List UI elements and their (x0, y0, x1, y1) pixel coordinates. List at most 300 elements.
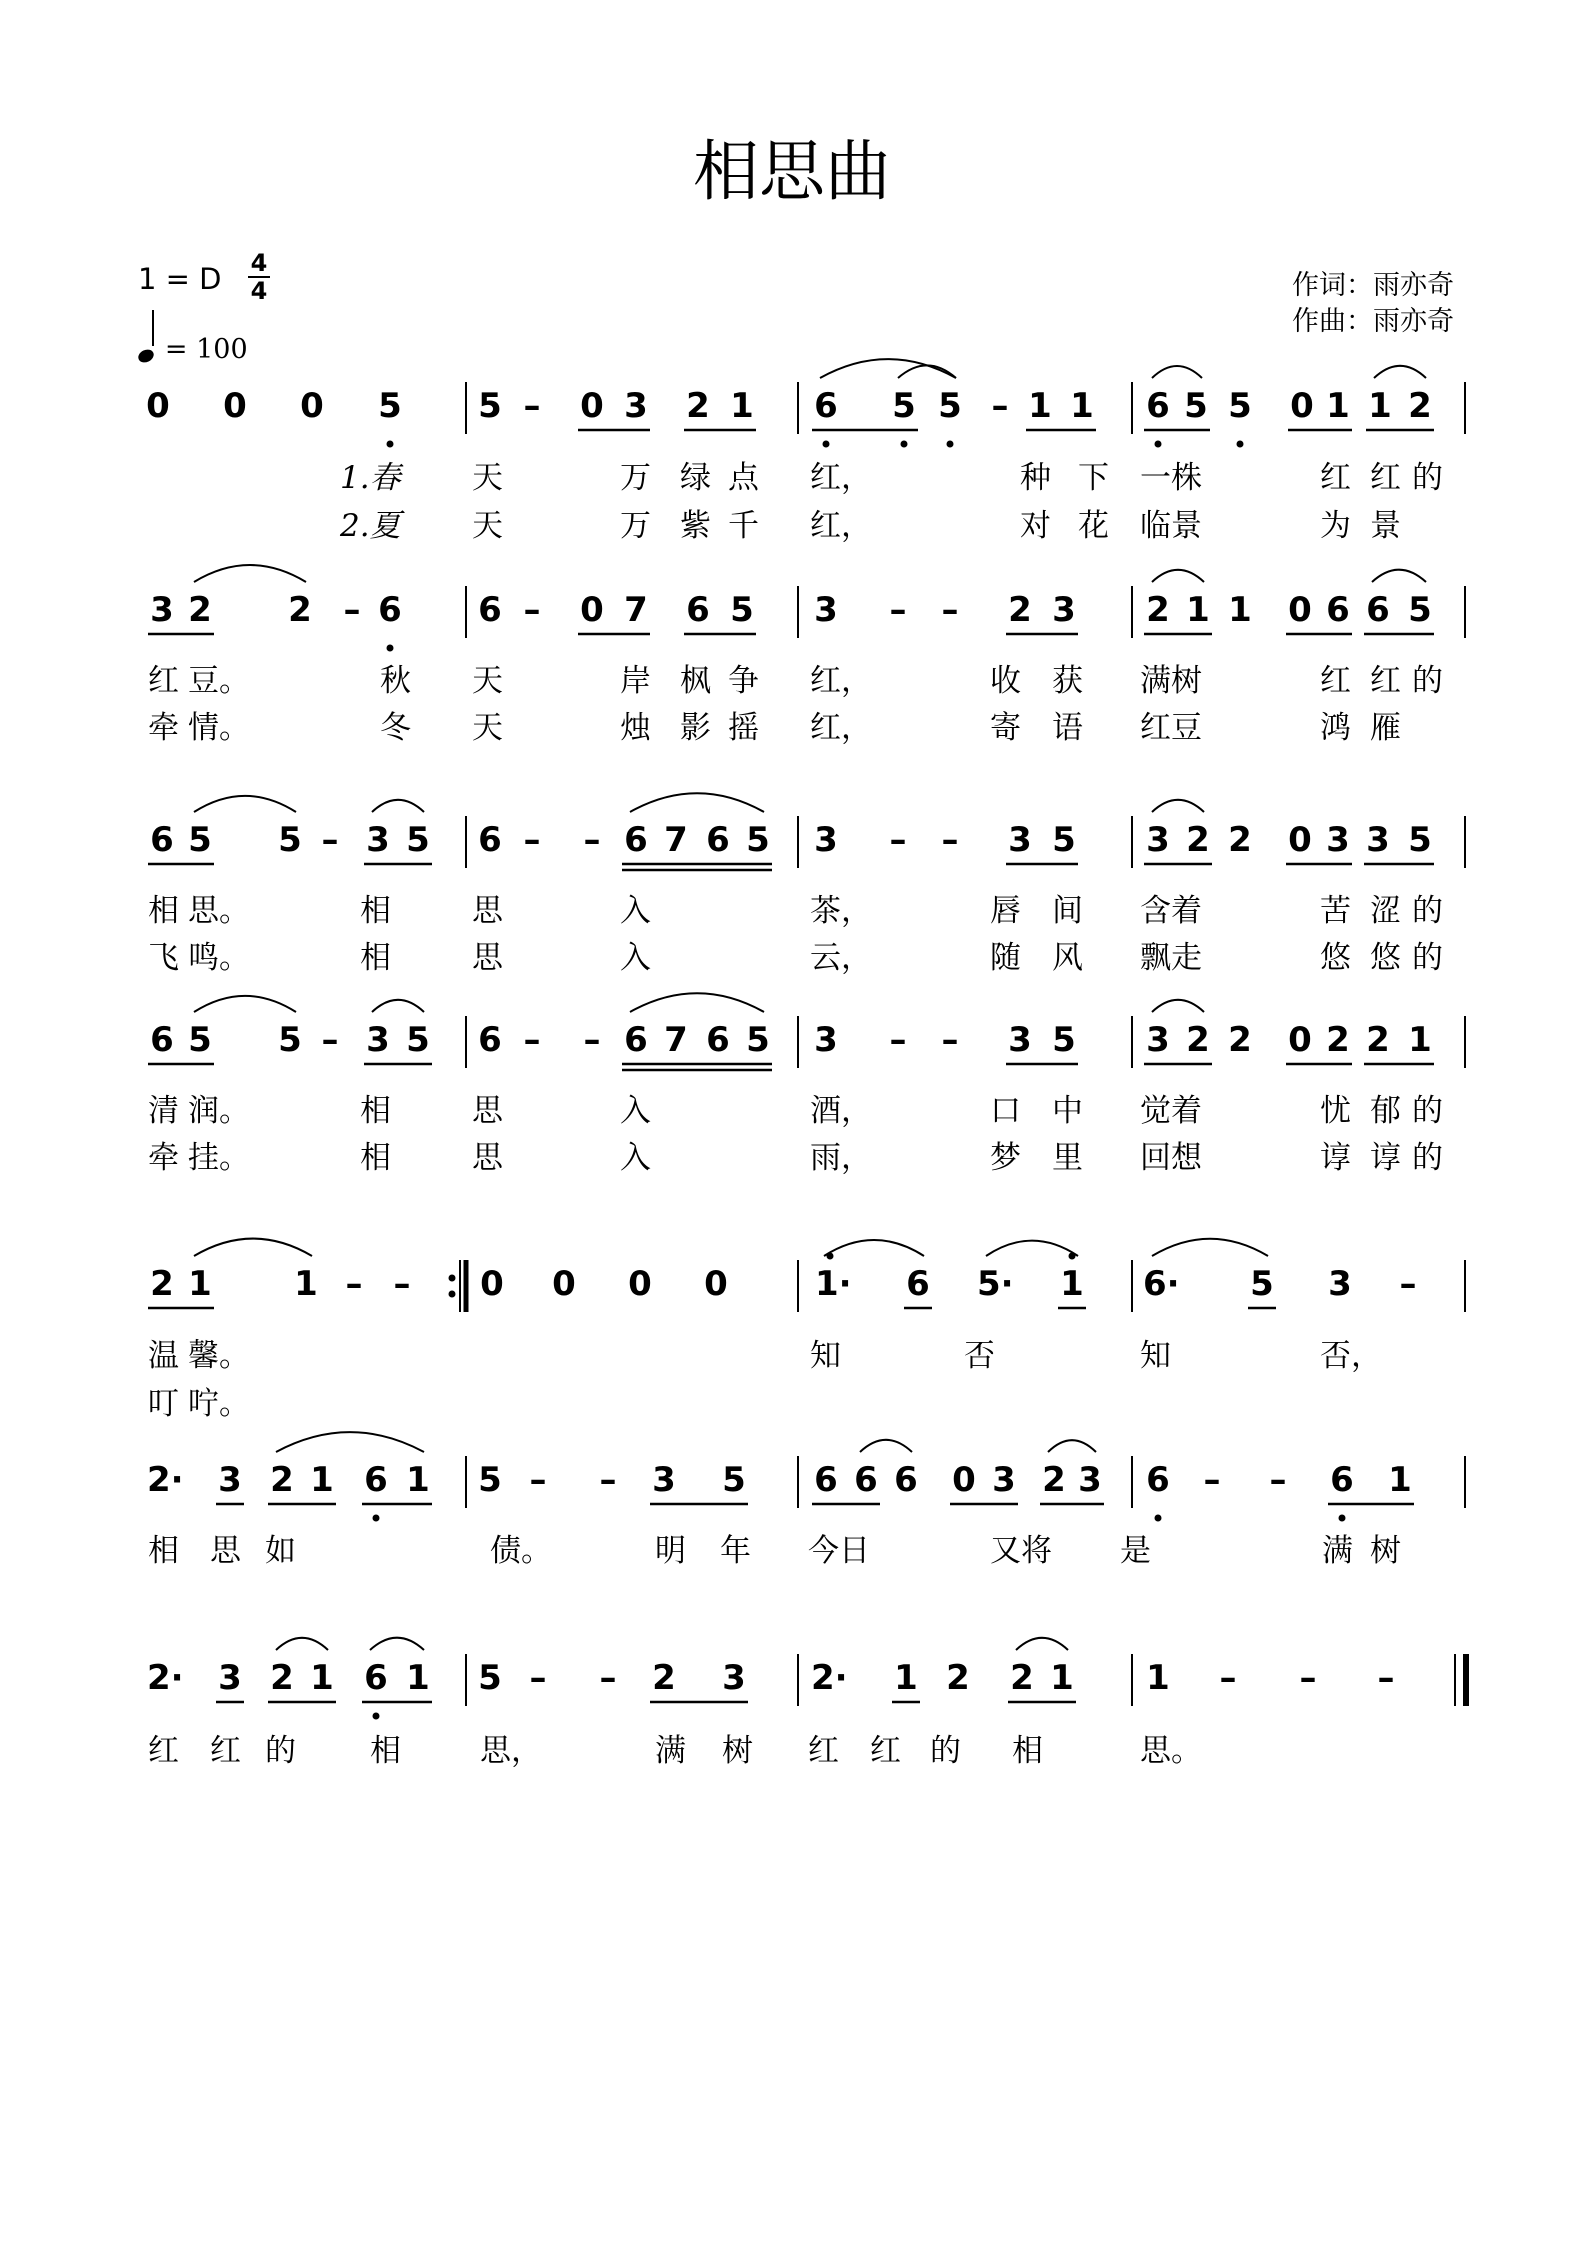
note: 1 (1060, 1264, 1084, 1304)
note: 6 (894, 1460, 918, 1500)
lyric-syllable: 相 (148, 893, 179, 929)
octave-dot-below (1237, 441, 1244, 448)
note: 5 (188, 1020, 212, 1060)
lyric-syllable: 相 (360, 1093, 391, 1129)
note: – (889, 1020, 907, 1060)
note: 2 (946, 1658, 970, 1698)
octave-dot-below (823, 441, 830, 448)
note: – (1269, 1460, 1287, 1500)
lyric-syllable: 的 (1412, 1140, 1443, 1176)
note: 3 (1146, 820, 1170, 860)
note: 2 (1186, 820, 1210, 860)
note: 5 (1228, 386, 1252, 426)
note: 6 (706, 820, 730, 860)
lyric-syllable: 风 (1052, 940, 1083, 976)
note: 1 (894, 1658, 918, 1698)
lyric-syllable: 影 (680, 710, 711, 746)
slur-arc (276, 1432, 424, 1452)
note: 5 (278, 1020, 302, 1060)
lyric-syllable: 的 (1412, 460, 1443, 496)
note: – (599, 1460, 617, 1500)
note: 1 (1070, 386, 1094, 426)
note: – (529, 1658, 547, 1698)
lyric-syllable: 债。 (490, 1533, 552, 1569)
lyric-syllable: 梦 (990, 1140, 1021, 1176)
note: 1 (1388, 1460, 1412, 1500)
slur-arc (1152, 800, 1204, 812)
slur-arc (1048, 1440, 1096, 1452)
lyric-syllable: 茶， (810, 893, 872, 929)
lyric-syllable: 红， (810, 460, 872, 496)
note: 3 (992, 1460, 1016, 1500)
note: 1 (406, 1658, 430, 1698)
lyric-syllable: 红 (148, 1733, 179, 1769)
note: 5 (1250, 1264, 1274, 1304)
lyric-syllable: 对 (1020, 508, 1051, 544)
lyric-syllable: 一株 (1140, 460, 1202, 496)
note: – (1299, 1658, 1317, 1698)
lyric-syllable: 云， (810, 940, 872, 976)
note: – (889, 820, 907, 860)
note: 3 (814, 820, 838, 860)
lyric-syllable: 牵 (148, 1140, 179, 1176)
lyric-syllable: 忧 (1320, 1093, 1351, 1129)
octave-dot-below (373, 1713, 380, 1720)
octave-dot-below (947, 441, 954, 448)
lyric-syllable: 红 (870, 1733, 901, 1769)
slur-arc (194, 996, 296, 1012)
octave-dot-below (1155, 1515, 1162, 1522)
lyric-syllable: 冬 (380, 710, 411, 746)
note: 5 (1052, 820, 1076, 860)
lyric-syllable: 满 (1322, 1533, 1353, 1569)
slur-arc (1374, 366, 1426, 378)
note: – (321, 820, 339, 860)
lyric-syllable: 千 (728, 508, 759, 544)
note: 3 (652, 1460, 676, 1500)
note: 5 (188, 820, 212, 860)
note: 2 (1146, 590, 1170, 630)
lyric-syllable: 随 (990, 940, 1021, 976)
note: 5 (478, 1460, 502, 1500)
lyric-syllable: 争 (728, 663, 759, 699)
note: 5 (730, 590, 754, 630)
note: – (529, 1460, 547, 1500)
lyric-syllable: 花 (1078, 508, 1109, 544)
note: 2 (188, 590, 212, 630)
note: 7 (664, 1020, 688, 1060)
time-signature-bottom: 4 (248, 276, 270, 304)
lyric-syllable: 清 (148, 1093, 179, 1129)
lyric-syllable: 思， (480, 1733, 542, 1769)
lyric-syllable: 觉着 (1140, 1093, 1202, 1129)
slur-arc (194, 1239, 312, 1256)
lyric-syllable: 情。 (188, 710, 250, 746)
lyric-syllable: 飘走 (1140, 940, 1202, 976)
lyric-syllable: 临景 (1140, 508, 1202, 544)
lyric-syllable: 咛。 (188, 1386, 250, 1422)
note: – (941, 820, 959, 860)
note: – (583, 820, 601, 860)
slur-arc (1016, 1638, 1068, 1650)
lyric-syllable: 点 (728, 460, 759, 496)
lyric-syllable: 苦 (1320, 893, 1351, 929)
note: – (599, 1658, 617, 1698)
note: 3 (366, 1020, 390, 1060)
tempo-value: = 100 (164, 334, 248, 365)
note: 1 (1228, 590, 1252, 630)
lyric-syllable: 叮 (148, 1386, 179, 1422)
lyric-syllable: 唇 (990, 893, 1021, 929)
lyric-syllable: 枫 (680, 663, 711, 699)
slur-arc (372, 1000, 424, 1012)
note: 2 (288, 590, 312, 630)
note: 5 (746, 820, 770, 860)
lyric-syllable: 入 (620, 1140, 651, 1176)
lyric-syllable: 入 (620, 1093, 651, 1129)
note: 6 (624, 820, 648, 860)
lyric-syllable: 雨， (810, 1140, 872, 1176)
lyric-syllable: 相 (148, 1533, 179, 1569)
note: 2 (686, 386, 710, 426)
note: 6 (478, 1020, 502, 1060)
lyric-syllable: 涩 (1370, 893, 1401, 929)
lyric-syllable: 悠 (1370, 940, 1401, 976)
note: 1 (1368, 386, 1392, 426)
slur-arc (194, 565, 306, 582)
slur-arc (630, 793, 764, 812)
lyric-syllable: 馨。 (188, 1338, 250, 1374)
lyric-syllable: 满 (655, 1733, 686, 1769)
note: 5 (1408, 590, 1432, 630)
lyric-syllable: 相 (1012, 1733, 1043, 1769)
lyric-syllable: 的 (1412, 940, 1443, 976)
lyric-syllable: 如 (265, 1533, 296, 1569)
note: 6 (814, 1460, 838, 1500)
lyric-syllable: 否 (964, 1338, 995, 1374)
lyric-syllable: 种 (1020, 460, 1051, 496)
lyric-syllable: 红， (810, 710, 872, 746)
note: 1 (406, 1460, 430, 1500)
note: 6 (1146, 386, 1170, 426)
lyric-syllable: 雁 (1370, 710, 1401, 746)
note: 6 (1146, 1460, 1170, 1500)
lyric-syllable: 相 (360, 1140, 391, 1176)
lyric-syllable: 红 (148, 663, 179, 699)
note: 2 (1186, 1020, 1210, 1060)
lyric-syllable: 明 (655, 1533, 686, 1569)
note: 5 (478, 386, 502, 426)
slur-arc (820, 359, 956, 378)
note: 5 (378, 386, 402, 426)
lyric-syllable: 挂。 (188, 1140, 250, 1176)
note: 3 (1008, 1020, 1032, 1060)
octave-dot-below (1339, 1515, 1346, 1522)
note: – (523, 386, 541, 426)
note: 1 (730, 386, 754, 426)
note: 0 (480, 1264, 504, 1304)
note: 2 (1366, 1020, 1390, 1060)
note: 0 (552, 1264, 576, 1304)
lyric-syllable: 天 (472, 710, 503, 746)
note: – (393, 1264, 411, 1304)
note: 6 (686, 590, 710, 630)
note: 3 (1008, 820, 1032, 860)
note: 6 (624, 1020, 648, 1060)
lyric-syllable: 润。 (188, 1093, 250, 1129)
note: 7 (664, 820, 688, 860)
lyric-syllable: 下 (1078, 460, 1109, 496)
note: 2 (1326, 1020, 1350, 1060)
lyric-syllable: 飞 (148, 940, 179, 976)
note: 5 (892, 386, 916, 426)
lyric-syllable: 思。 (1140, 1733, 1202, 1769)
slur-arc (824, 1240, 924, 1256)
note: – (1399, 1264, 1417, 1304)
note: 5· (977, 1264, 1014, 1304)
slur-arc (276, 1638, 328, 1650)
note: – (523, 590, 541, 630)
lyric-syllable: 又将 (990, 1533, 1052, 1569)
lyric-syllable: 红 (1320, 460, 1351, 496)
lyric-syllable: 红 (210, 1733, 241, 1769)
note: 3 (218, 1460, 242, 1500)
note: 7 (624, 590, 648, 630)
lyric-syllable: 天 (472, 460, 503, 496)
octave-dot-below (1155, 441, 1162, 448)
note: 1 (1028, 386, 1052, 426)
note: 2 (1228, 1020, 1252, 1060)
note: 6 (854, 1460, 878, 1500)
note: 1 (1186, 590, 1210, 630)
lyric-syllable: 满树 (1140, 663, 1202, 699)
lyric-syllable: 天 (472, 508, 503, 544)
note: 0 (300, 386, 324, 426)
lyric-syllable: 间 (1052, 893, 1083, 929)
note: 1 (310, 1460, 334, 1500)
note: – (523, 820, 541, 860)
note: – (343, 590, 361, 630)
note: 2· (147, 1658, 184, 1698)
note: 6 (1326, 590, 1350, 630)
lyric-syllable: 知 (1140, 1338, 1171, 1374)
lyric-syllable: 谆 (1370, 1140, 1401, 1176)
note: 6 (814, 386, 838, 426)
octave-dot-below (387, 645, 394, 652)
note: – (941, 590, 959, 630)
note: 2 (652, 1658, 676, 1698)
note: 1 (1326, 386, 1350, 426)
lyric-syllable: 思 (472, 940, 503, 976)
octave-dot-below (373, 1515, 380, 1522)
lyric-syllable: 的 (1412, 1093, 1443, 1129)
note: 3 (218, 1658, 242, 1698)
note: 1 (1146, 1658, 1170, 1698)
lyric-syllable: 1.春 (340, 460, 401, 496)
note: 2 (1228, 820, 1252, 860)
lyric-syllable: 牵 (148, 710, 179, 746)
lyric-syllable: 树 (722, 1733, 753, 1769)
lyric-syllable: 温 (148, 1338, 179, 1374)
time-signature-top: 4 (250, 249, 268, 277)
lyric-syllable: 红 (1320, 663, 1351, 699)
note: 2 (1008, 590, 1032, 630)
note: 1 (1408, 1020, 1432, 1060)
lyric-syllable: 酒， (810, 1093, 872, 1129)
lyric-syllable: 悠 (1320, 940, 1351, 976)
slur-arc (986, 1241, 1078, 1256)
lyric-syllable: 秋 (380, 663, 411, 699)
note: 6 (906, 1264, 930, 1304)
note: 3 (1366, 820, 1390, 860)
note: 3 (624, 386, 648, 426)
note: 3 (366, 820, 390, 860)
lyric-syllable: 豆。 (188, 663, 250, 699)
lyric-syllable: 景 (1370, 508, 1401, 544)
key-signature: 1 = D (138, 262, 222, 296)
note: 0 (1288, 1020, 1312, 1060)
lyric-syllable: 今日 (808, 1533, 870, 1569)
note: 5 (1184, 386, 1208, 426)
note: 6 (378, 590, 402, 630)
lyric-syllable: 烛 (620, 710, 651, 746)
lyric-syllable: 绿 (680, 460, 711, 496)
slur-arc (630, 993, 764, 1012)
note: 6· (1143, 1264, 1180, 1304)
lyric-syllable: 获 (1052, 663, 1083, 699)
note: 5 (478, 1658, 502, 1698)
lyric-syllable: 思 (472, 893, 503, 929)
slur-arc (1152, 570, 1204, 582)
note: 0 (580, 386, 604, 426)
slur-arc (860, 1440, 912, 1452)
note: 5 (1408, 820, 1432, 860)
note: 6 (364, 1658, 388, 1698)
note: 3 (1328, 1264, 1352, 1304)
note: 0 (1290, 386, 1314, 426)
note: 6 (150, 820, 174, 860)
lyric-syllable: 的 (265, 1733, 296, 1769)
note: – (889, 590, 907, 630)
note: – (991, 386, 1009, 426)
note: 3 (1052, 590, 1076, 630)
note: 3 (150, 590, 174, 630)
note: 1 (188, 1264, 212, 1304)
note: 6 (706, 1020, 730, 1060)
lyric-syllable: 天 (472, 663, 503, 699)
note: 6 (1366, 590, 1390, 630)
lyric-syllable: 谆 (1320, 1140, 1351, 1176)
note: 5 (406, 1020, 430, 1060)
lyric-syllable: 口 (990, 1093, 1021, 1129)
note: 2 (1042, 1460, 1066, 1500)
lyric-syllable: 岸 (620, 663, 651, 699)
note: 5 (1052, 1020, 1076, 1060)
lyric-syllable: 郁 (1370, 1093, 1401, 1129)
note: 3 (1078, 1460, 1102, 1500)
lyric-syllable: 紫 (680, 508, 711, 544)
lyric-syllable: 鸣。 (188, 940, 250, 976)
note: 0 (952, 1460, 976, 1500)
note: 2· (147, 1460, 184, 1500)
note: 2 (1408, 386, 1432, 426)
lyric-syllable: 红， (810, 508, 872, 544)
slur-arc (1152, 1239, 1268, 1256)
note: 6 (364, 1460, 388, 1500)
lyric-syllable: 入 (620, 893, 651, 929)
lyric-syllable: 鸿 (1320, 710, 1351, 746)
note: 2 (1010, 1658, 1034, 1698)
slur-arc (898, 365, 956, 378)
lyric-syllable: 相 (370, 1733, 401, 1769)
note: 1· (815, 1264, 852, 1304)
note: 1 (310, 1658, 334, 1698)
octave-dot-below (901, 441, 908, 448)
lyric-syllable: 相 (360, 893, 391, 929)
octave-dot-below (387, 441, 394, 448)
lyric-syllable: 语 (1052, 710, 1083, 746)
note: 3 (1326, 820, 1350, 860)
slur-arc (194, 796, 296, 812)
note: – (941, 1020, 959, 1060)
lyric-syllable: 里 (1052, 1140, 1083, 1176)
lyric-syllable: 红， (810, 663, 872, 699)
note: – (345, 1264, 363, 1304)
lyric-syllable: 摇 (728, 710, 759, 746)
note: – (523, 1020, 541, 1060)
note: 2 (270, 1460, 294, 1500)
lyric-syllable: 思 (472, 1093, 503, 1129)
note: – (1219, 1658, 1237, 1698)
note: 3 (814, 1020, 838, 1060)
note: – (583, 1020, 601, 1060)
lyric-syllable: 红豆 (1140, 710, 1202, 746)
note: 3 (722, 1658, 746, 1698)
note: 2 (270, 1658, 294, 1698)
lyric-syllable: 知 (810, 1338, 841, 1374)
note: 5 (746, 1020, 770, 1060)
lyric-syllable: 回想 (1140, 1140, 1202, 1176)
lyric-syllable: 红 (1370, 460, 1401, 496)
lyric-syllable: 红 (808, 1733, 839, 1769)
note: 6 (478, 590, 502, 630)
note: 5 (722, 1460, 746, 1500)
lyric-syllable: 相 (360, 940, 391, 976)
lyric-syllable: 的 (1412, 893, 1443, 929)
note: – (1377, 1658, 1395, 1698)
lyric-syllable: 2.夏 (340, 508, 401, 544)
note: 6 (1330, 1460, 1354, 1500)
note: 0 (1288, 590, 1312, 630)
composer-credit: 作曲：雨亦奇 (1292, 306, 1454, 337)
lyric-syllable: 的 (1412, 663, 1443, 699)
note: 0 (146, 386, 170, 426)
note: 5 (938, 386, 962, 426)
note: 0 (223, 386, 247, 426)
lyric-syllable: 入 (620, 940, 651, 976)
note: 2 (150, 1264, 174, 1304)
note: 0 (628, 1264, 652, 1304)
note: 6 (150, 1020, 174, 1060)
repeat-dot (449, 1291, 456, 1298)
lyric-syllable: 万 (620, 460, 651, 496)
slur-arc (1372, 570, 1426, 582)
lyric-syllable: 万 (620, 508, 651, 544)
lyric-syllable: 的 (930, 1733, 961, 1769)
lyric-syllable: 思 (210, 1533, 241, 1569)
lyric-syllable: 年 (720, 1533, 751, 1569)
note: 0 (1288, 820, 1312, 860)
